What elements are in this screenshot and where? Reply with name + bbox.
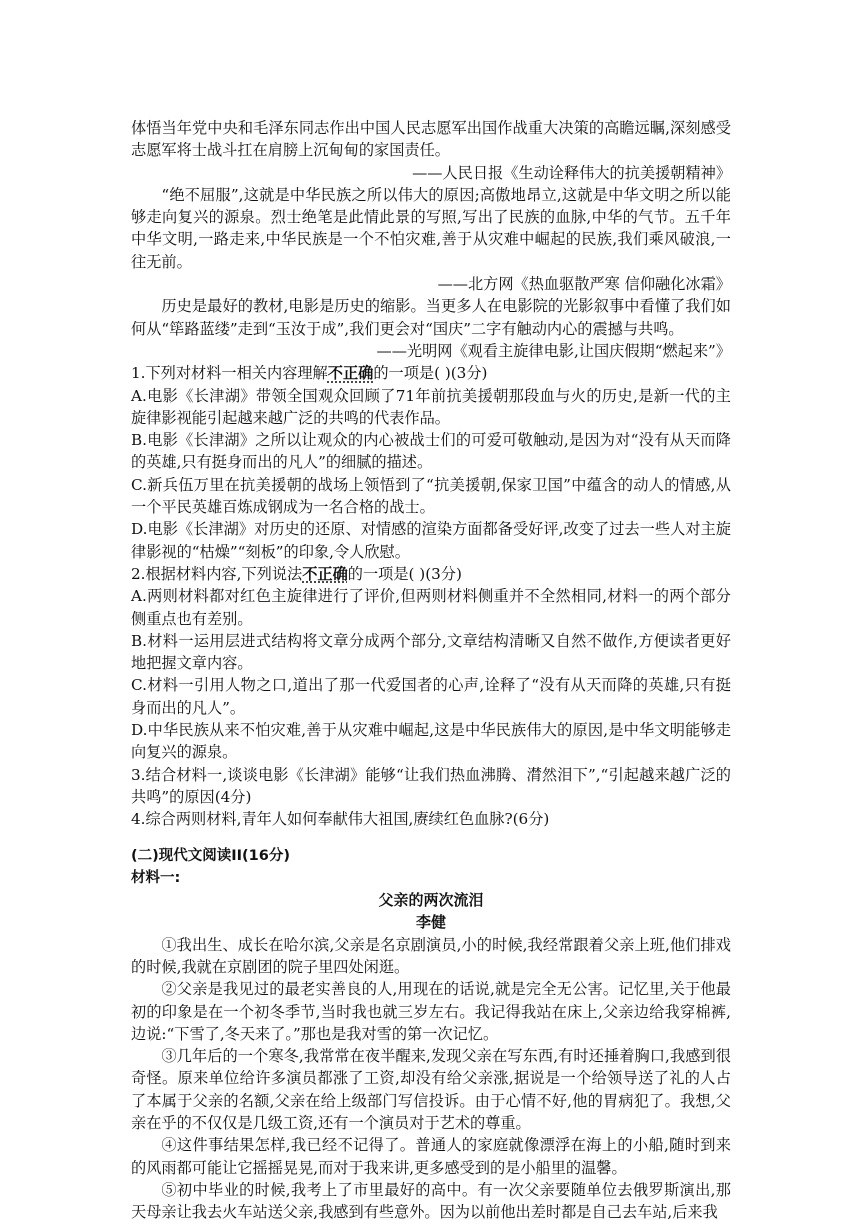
question-1-stem: [131, 362, 731, 384]
question-1-text: 1.下列对材料一相关内容理解: [131, 364, 328, 383]
source-citation-3: ——光明网《观看主旋律电影,让国庆假期“燃起来”》: [376, 341, 731, 360]
question-2-stem: [131, 563, 731, 585]
article-paragraph-4: ④这件事结果怎样,我已经不记得了。普通人的家庭就像漂浮在海上的小船,随时到来的风雨都可能让它摇摇晃晃,而对于我来讲,更多感受到的是小船里的温馨。: [131, 1136, 731, 1177]
exam-page: [131, 117, 731, 1224]
source-citation-2: ——北方网《热血驱散严寒 信仰融化冰霜》: [437, 275, 731, 294]
material-label: 材料一:: [131, 869, 181, 886]
article-title: 父亲的两次流泪: [378, 891, 484, 910]
article-paragraph-5: ⑤初中毕业的时候,我考上了市里最好的高中。有一次父亲要随单位去俄罗斯演出,那天母亲让我去火车站送父亲,我感到有些意外。因为以前他出差时都是自己去车站,后来我: [131, 1180, 731, 1222]
question-2-option-b: B.材料一运用层进式结构将文章分成两个部分,文章结构清晰又自然不做作,方便读者更好地把握文章内容。: [131, 631, 731, 673]
question-1-suffix: 的一项是( )(3分): [373, 364, 488, 383]
question-2-text: 2.根据材料内容,下列说法: [131, 564, 303, 583]
material-one-paragraph-2: “绝不屈服”,这就是中华民族之所以伟大的原因;高傲地昂立,这就是中华文明之所以能够走向复兴的源泉。烈士绝笔是此情此景的写照,写出了民族的血脉,中华的气节。五千年中华文明,一路走来,中华民族是一个不怕灾难,善于从灾难中崛起的民族,我们乘风破浪,一往无前。: [131, 185, 731, 271]
emphasis-not-correct: 不正确: [327, 364, 374, 383]
question-1-option-c: C.新兵伍万里在抗美援朝的战场上领悟到了“抗美援朝,保家卫国”中蕴含的动人的情感,从一个平民英雄百炼成钢成为一名合格的战士。: [131, 475, 731, 517]
article-author: 李健: [415, 913, 446, 932]
question-1-option-d: D.电影《长津湖》对历史的还原、对情感的渲染方面都备受好评,改变了过去一些人对主旋律影视的“枯燥”“刻板”的印象,令人欣慰。: [131, 520, 731, 561]
source-citation-1: ——人民日报《生动诠释伟大的抗美援朝精神》: [412, 163, 731, 182]
emphasis-not-correct: 不正确: [302, 564, 348, 583]
question-2-option-c: C.材料一引用人物之口,道出了那一代爱国者的心声,诠释了“没有从天而降的英雄,只有挺身而出的凡人”。: [131, 676, 731, 717]
article-paragraph-2: ②父亲是我见过的最老实善良的人,用现在的话说,就是完全无公害。记忆里,关于他最初的印象是在一个初冬季节,当时我也就三岁左右。我记得我站在床上,父亲边给我穿棉裤,边说:“下雪了,冬天来了。”那也是我对雪的第一次记忆。: [131, 980, 731, 1043]
material-one-paragraph-3: 历史是最好的教材,电影是历史的缩影。当更多人在电影院的光影叙事中看懂了我们如何从“筚路蓝缕”走到“玉汝于成”,我们更会对“国庆”二字有触动内心的震撼与共鸣。: [131, 297, 731, 338]
article-paragraph-1: ①我出生、成长在哈尔滨,父亲是名京剧演员,小的时候,我经常跟着父亲上班,他们排戏的时候,我就在京剧团的院子里四处闲逛。: [131, 935, 731, 976]
article-paragraph-3: ③几年后的一个寒冬,我常常在夜半醒来,发现父亲在写东西,有时还捶着胸口,我感到很奇怪。原来单位给许多演员都涨了工资,却没有给父亲涨,据说是一个给领导送了礼的人占了本属于父亲的名额,父亲在给上级部门写信投诉。由于心情不好,他的胃病犯了。我想,父亲在乎的不仅仅是几级工资,还有一个演员对于艺术的尊重。: [131, 1047, 731, 1133]
material-one-paragraph-1: 体悟当年党中央和毛泽东同志作出中国人民志愿军出国作战重大决策的高瞻远瞩,深刻感受志愿军将士战斗扛在肩膀上沉甸甸的家国责任。: [131, 119, 731, 160]
question-2-option-d: D.中华民族从来不怕灾难,善于从灾难中崛起,这是中华民族伟大的原因,是中华文明能够走向复兴的源泉。: [131, 721, 731, 762]
question-2-suffix: 的一项是( )(3分): [347, 564, 462, 583]
question-4: 4.综合两则材料,青年人如何奉献伟大祖国,赓续红色血脉?(6分): [131, 810, 550, 829]
question-3: 3.结合材料一,谈谈电影《长津湖》能够“让我们热血沸腾、潸然泪下”,“引起越来越广泛的共鸣”的原因(4分): [131, 765, 731, 806]
question-1-option-b: B.电影《长津湖》之所以让观众的内心被战士们的可爱可敬触动,是因为对“没有从天而降的英雄,只有挺身而出的凡人”的细腻的描述。: [131, 431, 731, 472]
question-2-option-a: A.两则材料都对红色主旋律进行了评价,但两则材料侧重并不全然相同,材料一的两个部分侧重点也有差别。: [131, 587, 731, 628]
question-1-option-a: A.电影《长津湖》带领全国观众回顾了71年前抗美援朝那段血与火的历史,是新一代的主旋律影视能引起越来越广泛的共鸣的代表作品。: [131, 386, 731, 427]
section-heading: (二)现代文阅读II(16分): [131, 847, 290, 864]
